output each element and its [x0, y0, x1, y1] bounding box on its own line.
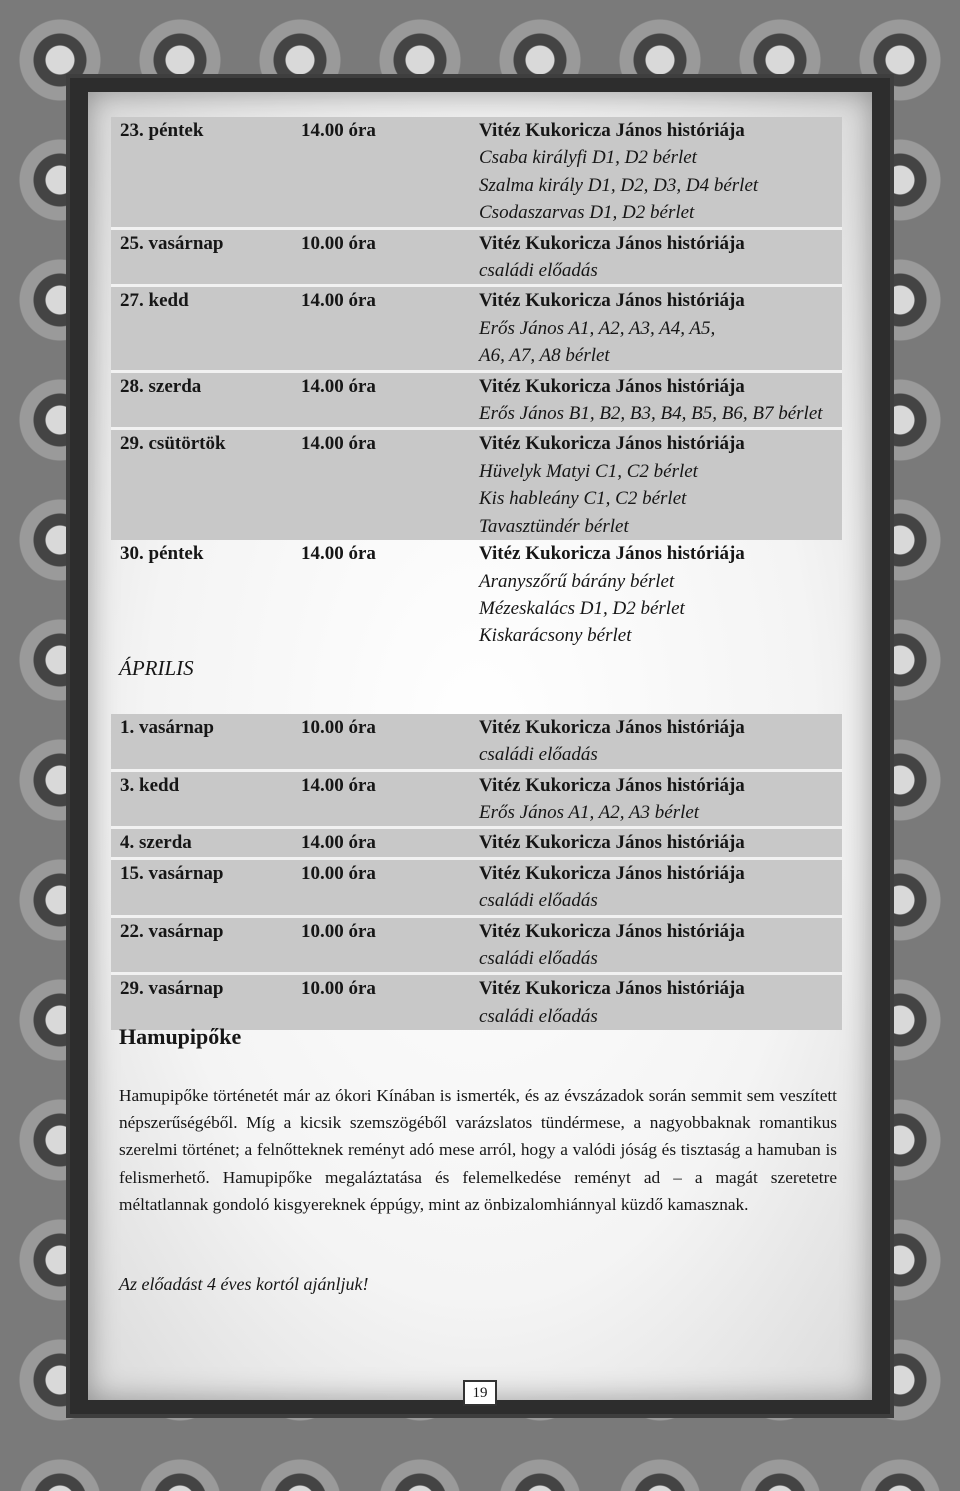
schedule-time: 10.00 óra — [301, 716, 376, 738]
schedule-day: 29. csütörtök — [120, 433, 226, 455]
subscription-info: Erős János A1, A2, A3, A4, A5, — [479, 317, 716, 339]
schedule-subrow — [111, 257, 842, 284]
schedule-row — [111, 117, 842, 144]
schedule-subrow — [111, 342, 842, 369]
schedule-row — [111, 857, 842, 887]
subscription-info: Kiskarácsony bérlet — [479, 625, 632, 647]
subscription-info: Erős János B1, B2, B3, B4, B5, B6, B7 bérlet — [479, 403, 823, 425]
schedule-subrow — [111, 315, 842, 342]
schedule-time: 10.00 óra — [301, 920, 376, 942]
schedule-show: Vitéz Kukoricza János históriája — [479, 862, 745, 884]
schedule-subrow — [111, 595, 842, 622]
schedule-time: 14.00 óra — [301, 375, 376, 397]
subscription-info: Erős János A1, A2, A3 bérlet — [479, 801, 700, 823]
schedule-time: 10.00 óra — [301, 232, 376, 254]
schedule-row — [111, 915, 842, 945]
schedule-subrow — [111, 887, 842, 914]
schedule-april — [111, 714, 842, 1030]
schedule-show: Vitéz Kukoricza János históriája — [479, 832, 745, 854]
schedule-time: 14.00 óra — [301, 120, 376, 141]
schedule-day: 22. vasárnap — [120, 920, 224, 942]
schedule-subrow — [111, 144, 842, 171]
schedule-show: Vitéz Kukoricza János históriája — [479, 120, 745, 141]
schedule-row — [111, 769, 842, 799]
schedule-time: 14.00 óra — [301, 774, 376, 796]
subscription-info: Csodaszarvas D1, D2 bérlet — [479, 202, 695, 224]
schedule-time: 14.00 óra — [301, 433, 376, 455]
subscription-info: A6, A7, A8 bérlet — [479, 345, 610, 367]
schedule-day: 28. szerda — [120, 375, 202, 397]
subscription-info: Tavasztündér bérlet — [479, 515, 629, 537]
schedule-day: 1. vasárnap — [120, 716, 214, 738]
schedule-show: Vitéz Kukoricza János históriája — [479, 433, 745, 455]
schedule-subrow — [111, 945, 842, 972]
schedule-subrow — [111, 741, 842, 768]
description-paragraph: Hamupipőke történetét már az ókori Kínában is ismerték, és az évszázadok során semmit sem veszített népszerűségéből. Míg a kicsik szemszögéből varázslatos tündérmese, a nagyobbaknak romantikus szerelmi történet; a felnőtteknek reményt adó mese arról, hogy a valódi jóság és tisztaság a hamuban is felismerhető. Hamupipőke megaláztatása és felemelkedése reményt ad – a magát szeretetre méltatlannak gondoló kisgyereknek éppúgy, mint az önbizalomhiánnyal küzdő kamasznak. — [119, 1086, 837, 1214]
schedule-row — [111, 540, 842, 567]
schedule-march — [111, 117, 842, 650]
schedule-row — [111, 972, 842, 1002]
subscription-info: családi előadás — [479, 890, 598, 912]
schedule-row — [111, 370, 842, 400]
subscription-info: családi előadás — [479, 1005, 598, 1027]
schedule-time: 14.00 óra — [301, 543, 376, 565]
schedule-show: Vitéz Kukoricza János históriája — [479, 232, 745, 254]
schedule-day: 3. kedd — [120, 774, 180, 796]
age-recommendation: Az előadást 4 éves kortól ajánljuk! — [119, 1274, 369, 1294]
schedule-show: Vitéz Kukoricza János históriája — [479, 543, 745, 565]
schedule-show: Vitéz Kukoricza János históriája — [479, 290, 745, 312]
schedule-subrow — [111, 568, 842, 595]
schedule-row — [111, 714, 842, 741]
subscription-info: Hüvelyk Matyi C1, C2 bérlet — [479, 460, 698, 482]
subscription-info: Kis hableány C1, C2 bérlet — [479, 488, 687, 510]
schedule-subrow — [111, 458, 842, 485]
section-title: Hamupipőke — [119, 1024, 242, 1049]
schedule-show: Vitéz Kukoricza János históriája — [479, 978, 745, 1000]
schedule-show: Vitéz Kukoricza János históriája — [479, 716, 745, 738]
schedule-show: Vitéz Kukoricza János históriája — [479, 774, 745, 796]
schedule-time: 10.00 óra — [301, 862, 376, 884]
subscription-info: családi előadás — [479, 947, 598, 969]
subscription-info: családi előadás — [479, 744, 598, 766]
schedule-subrow — [111, 799, 842, 826]
subscription-info: Csaba királyfi D1, D2 bérlet — [479, 147, 697, 169]
subscription-info: Szalma király D1, D2, D3, D4 bérlet — [479, 174, 759, 196]
schedule-show: Vitéz Kukoricza János históriája — [479, 920, 745, 942]
schedule-day: 30. péntek — [120, 543, 204, 565]
schedule-row — [111, 427, 842, 457]
schedule-row — [111, 284, 842, 314]
schedule-row — [111, 227, 842, 257]
schedule-subrow — [111, 199, 842, 226]
schedule-subrow — [111, 513, 842, 540]
schedule-day: 29. vasárnap — [120, 978, 224, 1000]
schedule-day: 15. vasárnap — [120, 862, 224, 884]
schedule-table — [111, 117, 842, 1030]
subscription-info: családi előadás — [479, 260, 598, 282]
month-label: ÁPRILIS — [119, 655, 194, 680]
page-number: 19 — [463, 1380, 497, 1406]
schedule-time: 10.00 óra — [301, 978, 376, 1000]
subscription-info: Aranyszőrű bárány bérlet — [479, 570, 675, 592]
schedule-show: Vitéz Kukoricza János históriája — [479, 375, 745, 397]
schedule-subrow — [111, 622, 842, 649]
schedule-subrow — [111, 485, 842, 512]
subscription-info: Mézeskalács D1, D2 bérlet — [479, 597, 685, 619]
schedule-day: 25. vasárnap — [120, 232, 224, 254]
schedule-time: 14.00 óra — [301, 290, 376, 312]
schedule-time: 14.00 óra — [301, 832, 376, 854]
schedule-row — [111, 826, 842, 856]
schedule-day: 4. szerda — [120, 832, 192, 854]
schedule-subrow — [111, 172, 842, 199]
schedule-day: 27. kedd — [120, 290, 189, 312]
schedule-day: 23. péntek — [120, 120, 204, 141]
schedule-subrow — [111, 400, 842, 427]
